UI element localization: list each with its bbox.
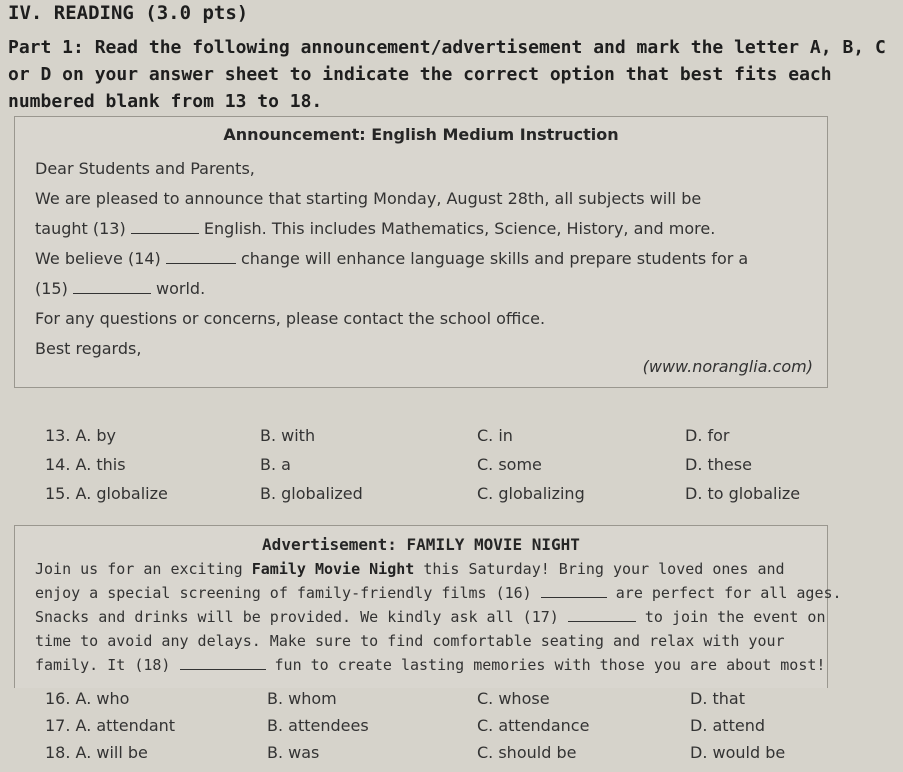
announcement-line-2 (35, 219, 715, 238)
announcement-line-4-rest: world. (156, 279, 206, 298)
option-14-b: B. a (260, 455, 291, 474)
event-name: Family Movie Night (251, 560, 415, 578)
advertisement-box (14, 525, 842, 688)
question-15-label: (15) (35, 279, 68, 298)
option-14-d: D. these (685, 455, 752, 474)
option-14-a: 14. A. this (45, 455, 126, 474)
advertisement-title: Advertisement: FAMILY MOVIE NIGHT (262, 535, 580, 554)
question-18-options (45, 743, 845, 765)
advertisement-line-1-start: Join us for an exciting (35, 560, 252, 578)
announcement-line-3 (35, 249, 748, 268)
question-14-label: We believe (14) (35, 249, 161, 268)
blank-15 (73, 281, 151, 294)
advertisement-line-2-rest: are perfect for all ages. (615, 584, 842, 602)
option-18-a: 18. A. will be (45, 743, 148, 762)
advertisement-line-4: time to avoid any delays. Make sure to find comfortable seating and relax with your (35, 632, 785, 650)
question-15-options (45, 484, 845, 506)
question-13-options (45, 426, 845, 448)
option-15-d: D. to globalize (685, 484, 801, 503)
option-17-a: 17. A. attendant (45, 716, 176, 735)
option-18-c: C. should be (477, 743, 577, 762)
option-16-c: C. whose (477, 689, 550, 708)
advertisement-line-1-end: this Saturday! Bring your loved ones and (414, 560, 785, 578)
blank-16 (541, 585, 607, 598)
advertisement-line-5 (35, 656, 826, 674)
option-18-b: B. was (267, 743, 320, 762)
section-heading: IV. READING (3.0 pts) (8, 2, 249, 24)
option-13-a: 13. A. by (45, 426, 116, 445)
option-16-b: B. whom (267, 689, 337, 708)
blank-17 (568, 609, 636, 622)
advertisement-line-3-rest: to join the event on (644, 608, 826, 626)
question-16-options (45, 689, 845, 711)
option-14-c: C. some (477, 455, 542, 474)
option-17-d: D. attend (690, 716, 765, 735)
option-13-c: C. in (477, 426, 513, 445)
announcement-closing: Best regards, (35, 339, 142, 358)
blank-14 (166, 251, 236, 264)
announcement-greeting: Dear Students and Parents, (35, 159, 255, 178)
instructions-text: Part 1: Read the following announcement/advertisement and mark the letter A, B, C or D on your answer sheet to indicate the correct option that best fits each numbered blank from 13 to 18. (8, 37, 886, 112)
announcement-line-2-rest: English. This includes Mathematics, Science, History, and more. (203, 219, 716, 238)
question-14-options (45, 455, 845, 477)
option-17-c: C. attendance (477, 716, 590, 735)
question-17-label: Snacks and drinks will be provided. We kindly ask all (17) (35, 608, 559, 626)
advertisement-line-5-rest: fun to create lasting memories with those you are about most! (274, 656, 826, 674)
announcement-source: (www.noranglia.com) (642, 357, 813, 376)
announcement-line-3-rest: change will enhance language skills and prepare students for a (240, 249, 749, 268)
advertisement-line-2 (35, 584, 842, 602)
question-13-label: taught (13) (35, 219, 126, 238)
option-17-b: B. attendees (267, 716, 369, 735)
announcement-contact: For any questions or concerns, please contact the school office. (35, 309, 546, 328)
question-16-label: enjoy a special screening of family-friendly films (16) (35, 584, 532, 602)
option-15-c: C. globalizing (477, 484, 585, 503)
announcement-box (14, 116, 828, 388)
question-17-options (45, 716, 845, 738)
advertisement-line-3 (35, 608, 826, 626)
announcement-title: Announcement: English Medium Instruction (223, 125, 619, 144)
option-15-b: B. globalized (260, 484, 363, 503)
option-13-b: B. with (260, 426, 316, 445)
announcement-line-4 (35, 279, 205, 298)
announcement-line-1: We are pleased to announce that starting Monday, August 28th, all subjects will be (35, 189, 702, 208)
blank-13 (131, 221, 199, 234)
advertisement-line-1 (35, 560, 811, 578)
option-16-a: 16. A. who (45, 689, 130, 708)
option-16-d: D. that (690, 689, 745, 708)
blank-18 (180, 657, 266, 670)
question-18-label: family. It (18) (35, 656, 171, 674)
option-13-d: D. for (685, 426, 730, 445)
option-18-d: D. would be (690, 743, 786, 762)
option-15-a: 15. A. globalize (45, 484, 168, 503)
